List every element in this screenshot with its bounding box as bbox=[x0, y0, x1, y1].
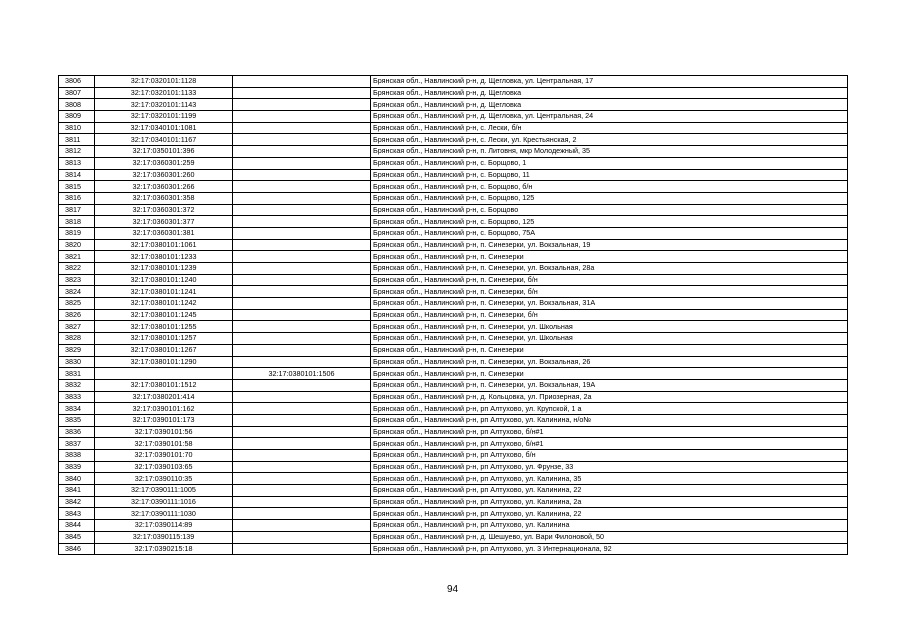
cadastral-number-secondary-cell bbox=[233, 403, 371, 415]
address-cell: Брянская обл., Навлинский р-н, с. Борщово, 11 bbox=[371, 169, 848, 181]
cadastral-number-cell: 32:17:0320101:1199 bbox=[95, 111, 233, 123]
cadastral-number-secondary-cell bbox=[233, 286, 371, 298]
address-cell: Брянская обл., Навлинский р-н, п. Синезерки, ул. Вокзальная, 19А bbox=[371, 379, 848, 391]
row-number-cell: 3843 bbox=[59, 508, 95, 520]
row-number-cell: 3819 bbox=[59, 227, 95, 239]
address-cell: Брянская обл., Навлинский р-н, п. Синезерки, б/н bbox=[371, 274, 848, 286]
cadastral-number-secondary-cell bbox=[233, 333, 371, 345]
row-number-cell: 3816 bbox=[59, 192, 95, 204]
address-cell: Брянская обл., Навлинский р-н, п. Синезерки, ул. Вокзальная, 28а bbox=[371, 263, 848, 275]
row-number-cell: 3823 bbox=[59, 274, 95, 286]
row-number-cell: 3835 bbox=[59, 414, 95, 426]
address-cell: Брянская обл., Навлинский р-н, д. Щегловка, ул. Центральная, 24 bbox=[371, 111, 848, 123]
cadastral-number-secondary-cell bbox=[233, 520, 371, 532]
cadastral-number-cell: 32:17:0360301:266 bbox=[95, 181, 233, 193]
cadastral-number-secondary-cell bbox=[233, 450, 371, 462]
address-cell: Брянская обл., Навлинский р-н, рп Алтухово, ул. Калинина bbox=[371, 520, 848, 532]
cadastral-number-secondary-cell bbox=[233, 414, 371, 426]
cadastral-number-cell: 32:17:0380101:1233 bbox=[95, 251, 233, 263]
cadastral-number-secondary-cell bbox=[233, 111, 371, 123]
registry-table bbox=[58, 75, 848, 555]
address-cell: Брянская обл., Навлинский р-н, с. Борщово, 75А bbox=[371, 227, 848, 239]
table-row bbox=[59, 122, 848, 134]
table-row bbox=[59, 204, 848, 216]
cadastral-number-secondary-cell bbox=[233, 309, 371, 321]
table-row bbox=[59, 543, 848, 555]
cadastral-number-secondary-cell bbox=[233, 543, 371, 555]
cadastral-number-cell: 32:17:0380101:1512 bbox=[95, 379, 233, 391]
row-number-cell: 3825 bbox=[59, 298, 95, 310]
row-number-cell: 3822 bbox=[59, 263, 95, 275]
table-row bbox=[59, 508, 848, 520]
table-row bbox=[59, 485, 848, 497]
cadastral-number-cell: 32:17:0360301:259 bbox=[95, 157, 233, 169]
cadastral-number-cell: 32:17:0380201:414 bbox=[95, 391, 233, 403]
cadastral-number-secondary-cell bbox=[233, 298, 371, 310]
row-number-cell: 3834 bbox=[59, 403, 95, 415]
cadastral-number-cell: 32:17:0390111:1005 bbox=[95, 485, 233, 497]
cadastral-number-cell: 32:17:0390103:65 bbox=[95, 461, 233, 473]
address-cell: Брянская обл., Навлинский р-н, рп Алтухово, б/н#1 bbox=[371, 438, 848, 450]
cadastral-number-cell bbox=[95, 368, 233, 380]
cadastral-number-secondary-cell bbox=[233, 146, 371, 158]
cadastral-number-secondary-cell bbox=[233, 216, 371, 228]
address-cell: Брянская обл., Навлинский р-н, п. Синезерки, ул. Вокзальная, 26 bbox=[371, 356, 848, 368]
address-cell: Брянская обл., Навлинский р-н, рп Алтухово, ул. Калинина, 2а bbox=[371, 496, 848, 508]
cadastral-number-secondary-cell bbox=[233, 239, 371, 251]
table-row bbox=[59, 391, 848, 403]
cadastral-number-cell: 32:17:0390101:162 bbox=[95, 403, 233, 415]
table-row bbox=[59, 76, 848, 88]
row-number-cell: 3814 bbox=[59, 169, 95, 181]
address-cell: Брянская обл., Навлинский р-н, д. Щегловка bbox=[371, 87, 848, 99]
cadastral-number-secondary-cell bbox=[233, 169, 371, 181]
cadastral-number-cell: 32:17:0360301:372 bbox=[95, 204, 233, 216]
cadastral-number-cell: 32:17:0390115:139 bbox=[95, 531, 233, 543]
row-number-cell: 3817 bbox=[59, 204, 95, 216]
cadastral-number-secondary-cell bbox=[233, 87, 371, 99]
cadastral-number-cell: 32:17:0360301:358 bbox=[95, 192, 233, 204]
cadastral-number-secondary-cell bbox=[233, 227, 371, 239]
address-cell: Брянская обл., Навлинский р-н, рп Алтухово, ул. 3 Интернационала, 92 bbox=[371, 543, 848, 555]
row-number-cell: 3845 bbox=[59, 531, 95, 543]
address-cell: Брянская обл., Навлинский р-н, с. Лески, б/н bbox=[371, 122, 848, 134]
table-row bbox=[59, 368, 848, 380]
cadastral-number-cell: 32:17:0360301:381 bbox=[95, 227, 233, 239]
address-cell: Брянская обл., Навлинский р-н, п. Синезерки bbox=[371, 344, 848, 356]
cadastral-number-cell: 32:17:0380101:1255 bbox=[95, 321, 233, 333]
address-cell: Брянская обл., Навлинский р-н, п. Синезерки, ул. Вокзальная, 19 bbox=[371, 239, 848, 251]
table-row bbox=[59, 309, 848, 321]
cadastral-number-cell: 32:17:0390114:89 bbox=[95, 520, 233, 532]
cadastral-number-cell: 32:17:0380101:1240 bbox=[95, 274, 233, 286]
table-row bbox=[59, 438, 848, 450]
cadastral-number-cell: 32:17:0360301:377 bbox=[95, 216, 233, 228]
cadastral-number-cell: 32:17:0340101:1081 bbox=[95, 122, 233, 134]
table-row bbox=[59, 134, 848, 146]
cadastral-number-cell: 32:17:0340101:1167 bbox=[95, 134, 233, 146]
cadastral-number-secondary-cell bbox=[233, 461, 371, 473]
cadastral-number-secondary-cell bbox=[233, 356, 371, 368]
row-number-cell: 3829 bbox=[59, 344, 95, 356]
table-row bbox=[59, 169, 848, 181]
address-cell: Брянская обл., Навлинский р-н, с. Борщово, 1 bbox=[371, 157, 848, 169]
address-cell: Брянская обл., Навлинский р-н, п. Синезерки bbox=[371, 368, 848, 380]
cadastral-number-cell: 32:17:0390101:70 bbox=[95, 450, 233, 462]
cadastral-number-secondary-cell: 32:17:0380101:1506 bbox=[233, 368, 371, 380]
cadastral-number-cell: 32:17:0320101:1133 bbox=[95, 87, 233, 99]
address-cell: Брянская обл., Навлинский р-н, с. Лески, ул. Крестьянская, 2 bbox=[371, 134, 848, 146]
cadastral-number-secondary-cell bbox=[233, 344, 371, 356]
row-number-cell: 3809 bbox=[59, 111, 95, 123]
table-row bbox=[59, 461, 848, 473]
cadastral-number-secondary-cell bbox=[233, 438, 371, 450]
cadastral-number-cell: 32:17:0380101:1290 bbox=[95, 356, 233, 368]
cadastral-number-cell: 32:17:0380101:1267 bbox=[95, 344, 233, 356]
cadastral-number-cell: 32:17:0350101:396 bbox=[95, 146, 233, 158]
table-row bbox=[59, 216, 848, 228]
cadastral-number-secondary-cell bbox=[233, 204, 371, 216]
cadastral-number-secondary-cell bbox=[233, 157, 371, 169]
cadastral-number-cell: 32:17:0380101:1245 bbox=[95, 309, 233, 321]
address-cell: Брянская обл., Навлинский р-н, рп Алтухово, б/н bbox=[371, 450, 848, 462]
table-row bbox=[59, 414, 848, 426]
cadastral-number-secondary-cell bbox=[233, 391, 371, 403]
cadastral-number-secondary-cell bbox=[233, 496, 371, 508]
row-number-cell: 3818 bbox=[59, 216, 95, 228]
table-row bbox=[59, 99, 848, 111]
table-row bbox=[59, 192, 848, 204]
address-cell: Брянская обл., Навлинский р-н, п. Синезерки, ул. Школьная bbox=[371, 321, 848, 333]
table-row bbox=[59, 263, 848, 275]
row-number-cell: 3841 bbox=[59, 485, 95, 497]
table-row bbox=[59, 146, 848, 158]
row-number-cell: 3836 bbox=[59, 426, 95, 438]
cadastral-number-cell: 32:17:0380101:1241 bbox=[95, 286, 233, 298]
table-row bbox=[59, 403, 848, 415]
address-cell: Брянская обл., Навлинский р-н, п. Литовня, мкр Молодежный, 35 bbox=[371, 146, 848, 158]
table-row bbox=[59, 111, 848, 123]
cadastral-number-cell: 32:17:0390215:18 bbox=[95, 543, 233, 555]
cadastral-number-secondary-cell bbox=[233, 508, 371, 520]
address-cell: Брянская обл., Навлинский р-н, с. Борщово, 125 bbox=[371, 216, 848, 228]
row-number-cell: 3826 bbox=[59, 309, 95, 321]
row-number-cell: 3821 bbox=[59, 251, 95, 263]
address-cell: Брянская обл., Навлинский р-н, с. Борщово, б/н bbox=[371, 181, 848, 193]
cadastral-number-secondary-cell bbox=[233, 181, 371, 193]
table-row bbox=[59, 239, 848, 251]
cadastral-number-cell: 32:17:0320101:1128 bbox=[95, 76, 233, 88]
address-cell: Брянская обл., Навлинский р-н, рп Алтухово, ул. Крупской, 1 а bbox=[371, 403, 848, 415]
row-number-cell: 3831 bbox=[59, 368, 95, 380]
row-number-cell: 3830 bbox=[59, 356, 95, 368]
cadastral-number-secondary-cell bbox=[233, 321, 371, 333]
row-number-cell: 3812 bbox=[59, 146, 95, 158]
table-row bbox=[59, 87, 848, 99]
table-row bbox=[59, 333, 848, 345]
row-number-cell: 3840 bbox=[59, 473, 95, 485]
table-row bbox=[59, 473, 848, 485]
cadastral-number-cell: 32:17:0320101:1143 bbox=[95, 99, 233, 111]
table-row bbox=[59, 181, 848, 193]
address-cell: Брянская обл., Навлинский р-н, рп Алтухово, ул. Калинина, 22 bbox=[371, 485, 848, 497]
row-number-cell: 3815 bbox=[59, 181, 95, 193]
cadastral-number-secondary-cell bbox=[233, 192, 371, 204]
row-number-cell: 3820 bbox=[59, 239, 95, 251]
row-number-cell: 3813 bbox=[59, 157, 95, 169]
cadastral-number-cell: 32:17:0380101:1257 bbox=[95, 333, 233, 345]
cadastral-number-secondary-cell bbox=[233, 134, 371, 146]
address-cell: Брянская обл., Навлинский р-н, п. Синезерки, б/н bbox=[371, 309, 848, 321]
cadastral-number-secondary-cell bbox=[233, 251, 371, 263]
address-cell: Брянская обл., Навлинский р-н, рп Алтухово, ул. Фрунзе, 33 bbox=[371, 461, 848, 473]
table-row bbox=[59, 274, 848, 286]
row-number-cell: 3811 bbox=[59, 134, 95, 146]
table-row bbox=[59, 251, 848, 263]
address-cell: Брянская обл., Навлинский р-н, с. Борщово, 125 bbox=[371, 192, 848, 204]
row-number-cell: 3832 bbox=[59, 379, 95, 391]
address-cell: Брянская обл., Навлинский р-н, рп Алтухово, ул. Калинина, 35 bbox=[371, 473, 848, 485]
address-cell: Брянская обл., Навлинский р-н, п. Синезерки, ул. Школьная bbox=[371, 333, 848, 345]
address-cell: Брянская обл., Навлинский р-н, д. Щегловка, ул. Центральная, 17 bbox=[371, 76, 848, 88]
row-number-cell: 3833 bbox=[59, 391, 95, 403]
row-number-cell: 3808 bbox=[59, 99, 95, 111]
cadastral-number-secondary-cell bbox=[233, 99, 371, 111]
cadastral-number-cell: 32:17:0390111:1016 bbox=[95, 496, 233, 508]
cadastral-number-cell: 32:17:0390101:173 bbox=[95, 414, 233, 426]
table-row bbox=[59, 520, 848, 532]
cadastral-number-cell: 32:17:0360301:260 bbox=[95, 169, 233, 181]
cadastral-number-cell: 32:17:0390110:35 bbox=[95, 473, 233, 485]
cadastral-number-cell: 32:17:0380101:1061 bbox=[95, 239, 233, 251]
cadastral-number-secondary-cell bbox=[233, 485, 371, 497]
cadastral-number-secondary-cell bbox=[233, 76, 371, 88]
address-cell: Брянская обл., Навлинский р-н, д. Шешуево, ул. Вари Филоновой, 50 bbox=[371, 531, 848, 543]
row-number-cell: 3846 bbox=[59, 543, 95, 555]
table-row bbox=[59, 157, 848, 169]
table-row bbox=[59, 298, 848, 310]
address-cell: Брянская обл., Навлинский р-н, д. Щегловка bbox=[371, 99, 848, 111]
address-cell: Брянская обл., Навлинский р-н, д. Кольцовка, ул. Приозерная, 2а bbox=[371, 391, 848, 403]
page-number: 94 bbox=[446, 584, 459, 595]
table-row bbox=[59, 356, 848, 368]
cadastral-number-secondary-cell bbox=[233, 263, 371, 275]
cadastral-number-cell: 32:17:0390101:58 bbox=[95, 438, 233, 450]
registry-table-body bbox=[59, 76, 848, 555]
table-row bbox=[59, 344, 848, 356]
row-number-cell: 3837 bbox=[59, 438, 95, 450]
row-number-cell: 3824 bbox=[59, 286, 95, 298]
row-number-cell: 3828 bbox=[59, 333, 95, 345]
row-number-cell: 3842 bbox=[59, 496, 95, 508]
cadastral-number-cell: 32:17:0390111:1030 bbox=[95, 508, 233, 520]
cadastral-number-secondary-cell bbox=[233, 426, 371, 438]
address-cell: Брянская обл., Навлинский р-н, п. Синезерки, ул. Вокзальная, 31А bbox=[371, 298, 848, 310]
cadastral-number-cell: 32:17:0380101:1242 bbox=[95, 298, 233, 310]
address-cell: Брянская обл., Навлинский р-н, п. Синезерки, б/н bbox=[371, 286, 848, 298]
cadastral-number-cell: 32:17:0390101:56 bbox=[95, 426, 233, 438]
address-cell: Брянская обл., Навлинский р-н, рп Алтухово, ул. Калинина, н/о№ bbox=[371, 414, 848, 426]
cadastral-number-secondary-cell bbox=[233, 531, 371, 543]
cadastral-number-secondary-cell bbox=[233, 274, 371, 286]
row-number-cell: 3838 bbox=[59, 450, 95, 462]
address-cell: Брянская обл., Навлинский р-н, рп Алтухово, б/н#1 bbox=[371, 426, 848, 438]
row-number-cell: 3827 bbox=[59, 321, 95, 333]
row-number-cell: 3844 bbox=[59, 520, 95, 532]
table-row bbox=[59, 286, 848, 298]
table-row bbox=[59, 321, 848, 333]
cadastral-number-secondary-cell bbox=[233, 379, 371, 391]
table-row bbox=[59, 450, 848, 462]
row-number-cell: 3807 bbox=[59, 87, 95, 99]
address-cell: Брянская обл., Навлинский р-н, п. Синезерки bbox=[371, 251, 848, 263]
table-row bbox=[59, 496, 848, 508]
table-row bbox=[59, 531, 848, 543]
cadastral-number-cell: 32:17:0380101:1239 bbox=[95, 263, 233, 275]
table-row bbox=[59, 379, 848, 391]
cadastral-number-secondary-cell bbox=[233, 122, 371, 134]
table-row bbox=[59, 426, 848, 438]
row-number-cell: 3806 bbox=[59, 76, 95, 88]
address-cell: Брянская обл., Навлинский р-н, рп Алтухово, ул. Калинина, 22 bbox=[371, 508, 848, 520]
table-row bbox=[59, 227, 848, 239]
row-number-cell: 3810 bbox=[59, 122, 95, 134]
address-cell: Брянская обл., Навлинский р-н, с. Борщово bbox=[371, 204, 848, 216]
cadastral-number-secondary-cell bbox=[233, 473, 371, 485]
row-number-cell: 3839 bbox=[59, 461, 95, 473]
